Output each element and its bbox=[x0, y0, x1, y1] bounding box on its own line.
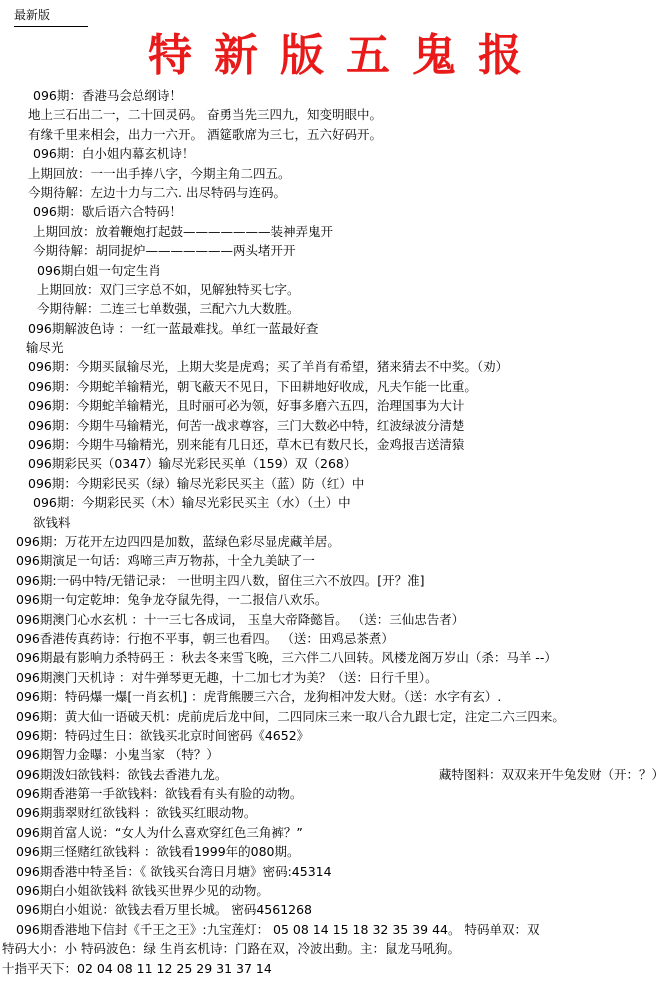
text-line: 096期：今期蛇羊输精光，且时丽可必为领，好事多磨六五四，治理国事为大计 bbox=[28, 398, 465, 414]
text-line: 096期智力金曝：小鬼当家 （特？） bbox=[16, 747, 219, 763]
text-line: 096期：黄大仙一语破天机：虎前虎后龙中间，二四同床三来一取八合九跟七定，注定二六三四来。 bbox=[16, 708, 565, 724]
text-line: 096期三怪赌红欲钱料 ：欲钱看1999年的080期。 bbox=[16, 844, 300, 860]
text-line: 上期回放：放着鞭炮打起鼓———————装神弄鬼开 bbox=[33, 223, 334, 239]
text-line-left: 096期泼妇欲钱料：欲钱去香港九龙。 bbox=[16, 766, 228, 782]
text-line: 096期：特码过生日：欲钱买北京时间密码《4652》 bbox=[16, 727, 310, 743]
text-line: 096期：今期牛马输精光，何苦一战求尊容，三门大数必中特，红波绿波分清楚 bbox=[28, 417, 465, 433]
text-line: 096期：今期牛马输精光，别来能有几日还，草木已有数尺长，金鸡报吉送清猿 bbox=[28, 437, 465, 453]
text-line: 096期澳门天机诗 ：对牛弹琴更无趣，十二加七才为美？（送：日行千里）。 bbox=[16, 669, 438, 685]
text-line: 096期：今期彩民买（绿）输尽光彩民买主（蓝）防（红）中 bbox=[28, 475, 365, 491]
text-line: 096期翡翠财红欲钱料 ：欲钱买红眼动物。 bbox=[16, 805, 257, 821]
text-line: 096期白小姐说：欲钱去看万里长城。 密码4561268 bbox=[16, 902, 313, 918]
text-line: 096期一句定乾坤：兔争龙夺鼠先得，一二报信八欢乐。 bbox=[16, 592, 328, 608]
text-line: 十指平天下：02 04 08 11 12 25 29 31 37 14 bbox=[2, 960, 272, 976]
text-line: 096期：万花开左边四四是加数，蓝绿色彩尽显虎藏羊居。 bbox=[16, 533, 340, 549]
text-line: 096期：特码爆一爆[一肖玄机] ：虎背熊腰三六合，龙狗相冲发大财。（送：水字有玄）. bbox=[16, 689, 502, 705]
text-line: 096期:一码中特/无错记录： 一世明主四八数，留住三六不放四。[开？准] bbox=[16, 572, 425, 588]
text-line: 096期澳门心水玄机 ：十一三七各成词， 玉皇大帝降懿旨。 （送：三仙忠告者） bbox=[16, 611, 465, 627]
text-line: 096期：今期彩民买（木）输尽光彩民买主（水）（土）中 bbox=[33, 495, 351, 511]
text-line: 096期香港地下信封《千王之王》:九宝莲灯： 05 08 14 15 18 32 35 39 44。 特码单双：双 bbox=[16, 921, 540, 937]
text-line: 上期回放：一一出手捧八字，今期主角二四五。 bbox=[28, 165, 291, 181]
text-line: 096期：歇后语六合特码！ bbox=[33, 204, 182, 220]
text-line: 欲钱料 bbox=[33, 514, 71, 530]
text-line: 096期：今期买鼠输尽光，上期大奖是虎鸡；买了羊肖有希望，猪来猜去不中奖。（劝） bbox=[28, 359, 509, 375]
text-line: 输尽光 bbox=[26, 340, 64, 356]
text-line: 今期待解：胡同捉炉———————两头堵开开 bbox=[33, 243, 296, 259]
article-body bbox=[0, 86, 670, 978]
text-line: 地上三石出二一，二十回灵码。 奋勇当先三四九，知变明眼中。 bbox=[28, 107, 382, 123]
text-line: 096期演足一句话：鸡啼三声万物荪，十全九美缺了一 bbox=[16, 553, 315, 569]
text-line: 096期白姐一句定生肖 bbox=[37, 262, 161, 278]
text-line: 有缘千里来相会，出力一六开。 酒筵歌席为三七，五六好码开。 bbox=[28, 126, 382, 142]
text-line: 今期待解：左边十力与二六. 出尽特码与连码。 bbox=[28, 184, 286, 200]
text-line: 096期解波色诗 ：一红一蓝最难找。单红一蓝最好查 bbox=[28, 320, 319, 336]
text-line: 096期香港第一手欲钱料：欲钱看有头有脸的动物。 bbox=[16, 786, 303, 802]
text-line: 096香港传真药诗：行抱不平事，朝三也看四。 （送：田鸡忌茶煮） bbox=[16, 630, 394, 646]
text-line: 096期：今期蛇羊输精光，朝飞蔽天不见日，下田耕地好收成，凡夫乍能一比重。 bbox=[28, 378, 477, 394]
text-line: 096期彩民买（0347）输尽光彩民买单（159）双（268） bbox=[28, 456, 357, 472]
text-line: 今期待解：二连三七单数强，三配六九大数胜。 bbox=[37, 301, 300, 317]
page-title: 特新版五鬼报 bbox=[148, 30, 544, 81]
text-line bbox=[0, 765, 670, 784]
text-line: 096期首富人说：“女人为什么喜欢穿红色三角裤？” bbox=[16, 824, 303, 840]
text-line: 096期白小姐欲钱料 欲钱买世界少见的动物。 bbox=[16, 883, 269, 899]
text-line: 096期：香港马会总纲诗！ bbox=[33, 88, 182, 103]
text-line: 096期最有影响力杀特码王 ：秋去冬来雪飞晚，三六伴二八回转。风楼龙阁万岁山（杀：马羊 --） bbox=[16, 650, 557, 666]
text-line: 上期回放：双门三字总不如，见解独特买七字。 bbox=[37, 281, 300, 297]
text-line-right: 藏特图料：双双来开牛兔发财（开：？） bbox=[438, 766, 664, 782]
text-line: 096期：白小姐内幕玄机诗！ bbox=[33, 146, 195, 162]
text-line: 096期香港中特圣旨：《 欲钱买台湾日月塘》密码:45314 bbox=[16, 863, 332, 879]
text-line: 特码大小：小 特码波色：绿 生肖玄机诗：门路在双，冷波出動。主：鼠龙马吼狗。 bbox=[2, 941, 460, 957]
edition-badge: 最新版 bbox=[14, 6, 88, 27]
